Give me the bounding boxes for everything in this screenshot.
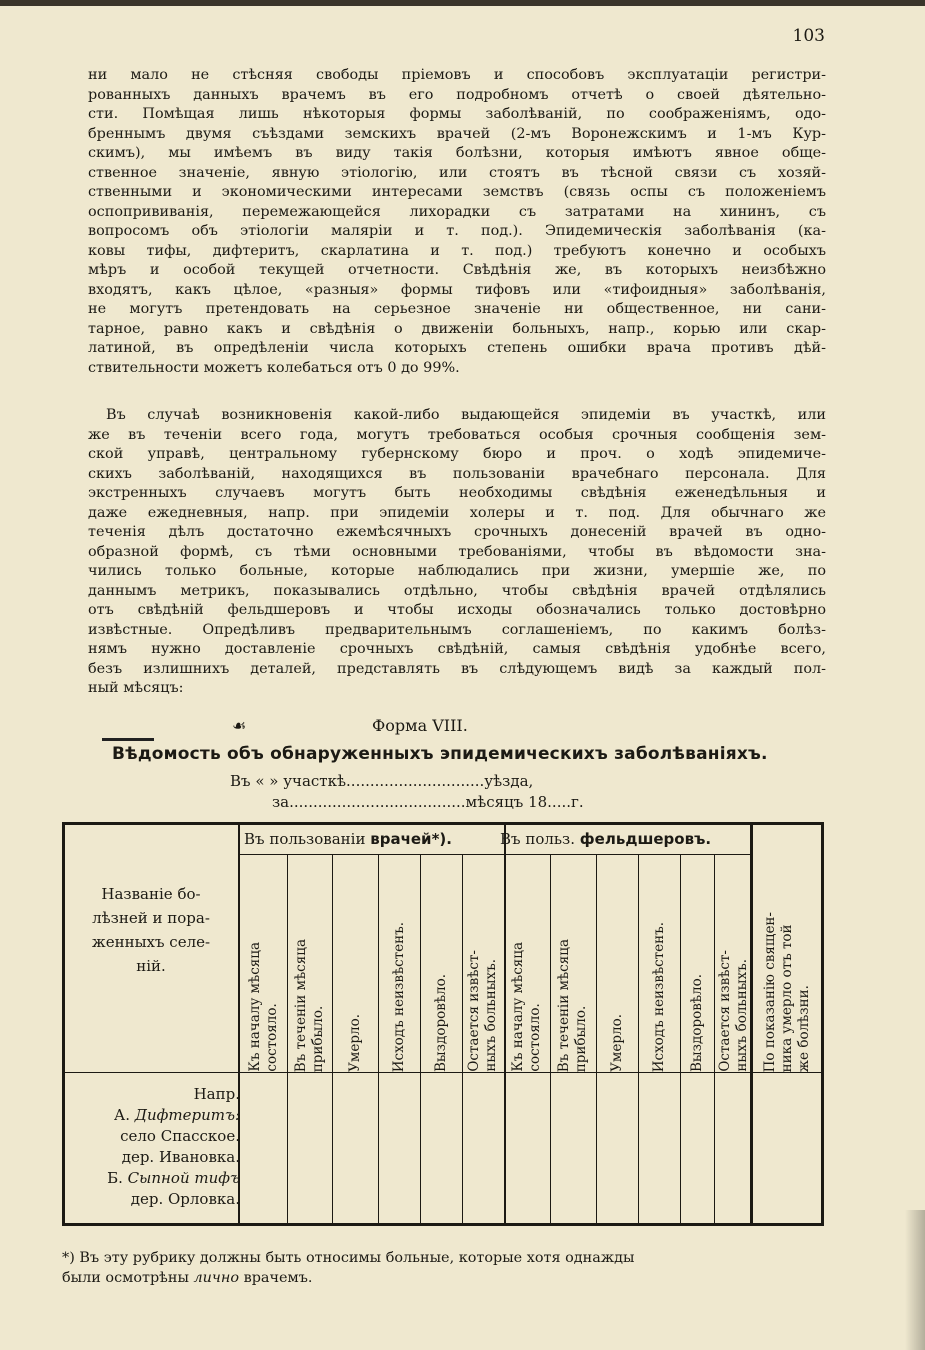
footnote-line2 bbox=[62, 1268, 826, 1288]
text-line: мѣръ и особой текущей отчетности. Свѣдѣнія же, въ которыхъ неизбѣжно bbox=[88, 262, 826, 278]
column-header-label: Въ теченіи мѣсяца прибыло. bbox=[292, 938, 326, 1072]
text-line: входятъ, какъ цѣлое, «разныя» формы тифовъ или «тифоидныя» заболѣванія, bbox=[88, 281, 826, 298]
text-line: нямъ нужно доставленіе срочныхъ свѣдѣній, самыя свѣдѣнія удобнѣе всего, bbox=[88, 641, 826, 657]
group-feldshers-bold: фельдшеровъ. bbox=[579, 830, 712, 848]
group-feldshers-prefix: Въ польз. bbox=[500, 830, 576, 848]
text-line: образной формѣ, съ тѣми основными требованіями, чтобы въ вѣдомости зна- bbox=[88, 543, 826, 560]
footnote-em: лично bbox=[193, 1270, 240, 1286]
text-line: не могутъ претендовать на серьезное значеніе ни общественное, ни сани- bbox=[88, 301, 826, 317]
text-line: отъ свѣдѣній фельдшеровъ и чтобы исходы обозначались только достовѣрно bbox=[88, 602, 826, 618]
examples bbox=[74, 1084, 240, 1210]
column-header bbox=[378, 862, 420, 1072]
text-line: экстренныхъ случаевъ могутъ быть необходимы свѣдѣнія еженедѣльныя и bbox=[88, 485, 826, 501]
example-b-village: дер. Орловка. bbox=[130, 1190, 240, 1208]
group-doctors bbox=[244, 830, 452, 848]
footnote-line1: *) Въ эту рубрику должны быть относимы больные, которые хотя однажды bbox=[62, 1250, 635, 1266]
top-border bbox=[0, 0, 925, 6]
text-line: рованныхъ данныхъ врачемъ въ его подробномъ отчетѣ о своей дѣятельно- bbox=[88, 86, 826, 103]
text-line: тарное, равно какъ и свѣдѣнія о движеніи больныхъ, напр., корью или скар- bbox=[88, 320, 826, 337]
text-line: Въ случаѣ возникновенія какой-либо выдающейся эпидеміи въ участкѣ, или bbox=[106, 407, 826, 423]
column-header-label: Въ теченіи мѣсяца прибыло. bbox=[556, 938, 589, 1072]
column-header-label: Остается извѣст- ныхъ больныхъ. bbox=[716, 950, 750, 1072]
district-line: Въ « » участкѣ.............................уѣзда, bbox=[230, 772, 534, 790]
column-header-label: Умерло. bbox=[346, 1014, 363, 1072]
text-line: бреннымъ двумя съѣздами земскихъ врачей (2-мъ Воронежскимъ и 1-мъ Кур- bbox=[88, 125, 826, 142]
divider bbox=[102, 738, 154, 741]
text-line: ственное значеніе, явную этіологію, или стоятъ въ тѣсной связи съ хозяй- bbox=[88, 164, 826, 181]
column-header bbox=[504, 862, 550, 1072]
month-line: за.....................................мѣсяцъ 18.....г. bbox=[272, 793, 584, 811]
example-a-village1: село Спасское. bbox=[120, 1127, 240, 1145]
group-feldshers bbox=[500, 830, 711, 848]
example-a-prefix: А. bbox=[113, 1106, 130, 1124]
text-line: ни мало не стѣсняя свободы пріемовъ и способовъ эксплуатаціи регистри- bbox=[88, 67, 826, 83]
text-line: латиной, въ опредѣленіи числа которыхъ степень ошибки врача противъ дѣй- bbox=[88, 340, 826, 356]
form-label: Форма VIII. bbox=[372, 716, 468, 735]
group-rule bbox=[238, 854, 750, 855]
column-header-label: Остается извѣст- ныхъ больныхъ. bbox=[466, 950, 499, 1072]
column-header-label: Къ началу мѣсяца состояло. bbox=[510, 942, 543, 1072]
text-line: вопросомъ объ этіологіи маляріи и т. под.). Эпидемическія заболѣванія (ка- bbox=[88, 223, 826, 239]
column-header-label: Исходъ неизвѣстенъ. bbox=[650, 921, 667, 1072]
column-header-label: Къ началу мѣсяца состояло. bbox=[246, 942, 280, 1072]
paragraph-2 bbox=[88, 406, 826, 699]
example-a bbox=[74, 1105, 240, 1126]
text-line: скимъ), мы имѣемъ въ виду такія болѣзни, которыя имѣютъ явное обще- bbox=[88, 145, 826, 161]
example-b bbox=[74, 1168, 240, 1189]
text-line: даннымъ метрикъ, показывались отдѣльно, чтобы свѣдѣнія врачей отдѣлялись bbox=[88, 582, 826, 599]
column-header bbox=[753, 862, 821, 1072]
paragraph-1 bbox=[88, 66, 826, 378]
column-header-label: Выздоровѣло. bbox=[432, 974, 449, 1072]
column-header-label: Выздоровѣло. bbox=[688, 974, 705, 1072]
text-line: чились только больные, которые наблюдались при жизни, умершіе же, по bbox=[88, 563, 826, 579]
footnote-post: врачемъ. bbox=[243, 1270, 313, 1286]
column-header bbox=[332, 862, 378, 1072]
text-line: извѣстные. Опредѣливъ предварительнымъ соглашеніемъ, по какимъ болѣз- bbox=[88, 621, 826, 638]
text-line: ственными и экономическими интересами земствъ (связь оспы съ положеніемъ bbox=[88, 184, 826, 200]
column-header bbox=[240, 862, 287, 1072]
example-napr: Напр. bbox=[193, 1085, 240, 1103]
column-header bbox=[287, 862, 332, 1072]
text-line: ствительности можетъ колебаться отъ 0 до 99%. bbox=[88, 359, 460, 376]
column-header bbox=[462, 862, 504, 1072]
column-header bbox=[550, 862, 596, 1072]
example-a-village2: дер. Ивановка. bbox=[121, 1148, 240, 1166]
text-line: ковы тифы, дифтеритъ, скарлатина и т. под.) требуютъ конечно и особыхъ bbox=[88, 242, 826, 259]
column-header bbox=[638, 862, 680, 1072]
text-line: теченія дѣлъ достаточно ежемѣсячныхъ срочныхъ донесеній врачей въ одно- bbox=[88, 524, 826, 540]
header-bottom-rule bbox=[62, 1072, 824, 1073]
example-a-disease: Дифтеритъ: bbox=[134, 1106, 240, 1124]
text-line: же въ теченіи всего года, могутъ требоваться особыя срочныя сообщенія зем- bbox=[88, 426, 826, 443]
text-line: даже ежедневныя, напр. при эпидеміи холеры и т. под. Для обычнаго же bbox=[88, 504, 826, 521]
report-table bbox=[62, 822, 824, 1226]
page-number: 103 bbox=[792, 26, 825, 46]
text-line: безъ излишнихъ деталей, представлять въ слѣдующемъ видѣ за каждый пол- bbox=[88, 660, 826, 677]
example-b-prefix: Б. bbox=[107, 1169, 123, 1187]
column-header bbox=[420, 862, 462, 1072]
column-header-label: По показанію священ- ника умерло отъ той же болѣзни. bbox=[761, 911, 812, 1072]
ornament-icon: ☙ bbox=[232, 716, 245, 735]
row-header: Названіе бо- лѣзней и пора- женныхъ селе- ній. bbox=[91, 885, 211, 975]
group-doctors-prefix: Въ пользованіи bbox=[244, 830, 366, 848]
group-doctors-bold: врачей*). bbox=[370, 830, 452, 848]
table-title: Вѣдомость объ обнаруженныхъ эпидемическихъ заболѣваніяхъ. bbox=[112, 744, 768, 764]
page-shadow bbox=[905, 1210, 925, 1350]
footnote bbox=[62, 1248, 826, 1288]
text-line: оспопрививанія, перемежающейся лихорадки съ затратами на хининъ, съ bbox=[88, 203, 826, 220]
column-header bbox=[596, 862, 638, 1072]
example-b-disease: Сыпной тифъ bbox=[127, 1169, 240, 1187]
text-line: ный мѣсяцъ: bbox=[88, 680, 184, 696]
column-header-label: Умерло. bbox=[608, 1014, 625, 1072]
footnote-pre: были осмотрѣны bbox=[62, 1270, 189, 1286]
column-header bbox=[680, 862, 714, 1072]
text-line: сти. Помѣщая лишь нѣкоторыя формы заболѣваній, по соображеніямъ, одо- bbox=[88, 106, 826, 122]
text-line: ской управѣ, центральному губернскому бюро и проч. о ходѣ эпидемиче- bbox=[88, 446, 826, 462]
text-line: скихъ заболѣваній, находящихся въ пользованіи врачебнаго персонала. Для bbox=[88, 465, 826, 482]
column-header bbox=[714, 862, 753, 1072]
column-header-label: Исходъ неизвѣстенъ. bbox=[390, 921, 407, 1072]
